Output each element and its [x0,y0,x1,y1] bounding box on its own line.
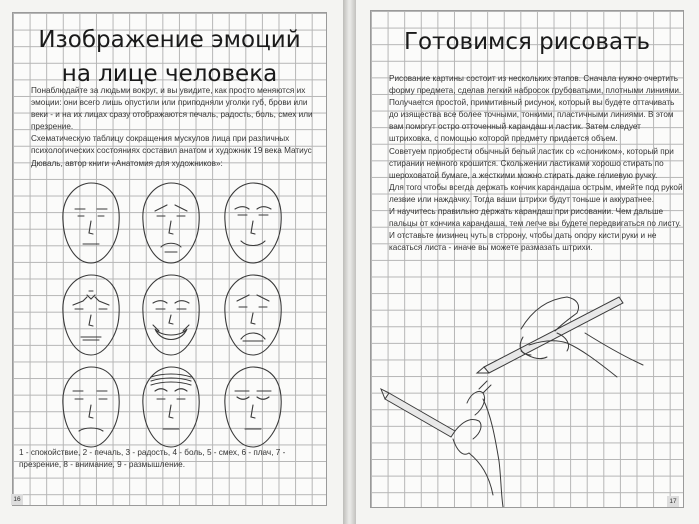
face-pain [63,275,119,355]
face-sadness [143,183,199,263]
face-joy [225,183,281,263]
face-reflection [225,367,281,447]
page-number-left: 16 [11,494,23,505]
left-title-line-2: на лице человека [61,61,278,87]
hands-holding-pencil-illustration [371,281,683,507]
left-paragraph-1: Понаблюдайте за людьми вокруг, и вы увидите, как просто меняются их эмоции: они всего лишь опустили или приподняли уголки губ, брови или веки - и на их лицах сразу отображаются печаль, радость, боль, смех или презрение. [31,86,313,132]
right-paragraph-2: Советуем приобрести обычный белый ластик со «слоником», который при стирании немного крошится. Скольжении ластиками хорошо стирать по шероховатой бумаге, а жесткими можно стирать даже гелиевую ручку. [389,146,674,180]
emotion-faces-diagram [53,181,293,461]
right-paragraph-4: И научитесь правильно держать карандаш при рисовании. Чем дальше пальцы от кончика карандаша, тем легче вы будете передвигаться по листу. И отставьте мизинец чуть в сторону, чтобы дать опору кисти руки и не касаться листа - иначе вы можете размазать штрихи. [389,207,682,253]
face-attention [143,367,199,447]
right-grid-sheet [370,10,684,508]
right-title: Готовимся рисовать [403,29,651,55]
left-paragraph-2: Схематическую таблицу сокращения мускулов лица при различных психологических состояниях составил анатом и художник 19 века Матиус Дюваль, автор книги «Анатомия для художников»: [31,134,312,168]
left-title-line-1: Изображение эмоций [38,27,301,53]
face-laughter [143,275,199,355]
left-body-text [31,85,321,170]
lower-hand-with-pencil [381,381,503,507]
face-crying [225,275,281,355]
faces-caption: 1 - спокойствие, 2 - печаль, 3 - радость, 4 - боль, 5 - смех, 6 - плач, 7 - презрение, 8 - внимание, 9 - размышление. [19,448,286,470]
left-grid-sheet [12,12,327,506]
left-page [0,0,343,524]
right-body-text [389,73,685,254]
book-gutter [343,0,356,524]
page-number-right: 17 [667,496,679,507]
right-paragraph-3: Для того чтобы всегда держать кончик карандаша острым, имейте под рукой лезвие или наждачку. Тогда ваши штрихи будут тоньше и аккуратнее. [389,182,683,204]
right-paragraph-1: Рисование картины состоит из нескольких этапов. Сначала нужно очертить форму предмета, сделав легкий набросок грубоватыми, плотными линиями. Получается простой, примитивный рисунок, который вы будете оттачивать до изящества все более точными, тонкими, пластичными линиями. В этом вам помогут остро отточенный карандаш и ластик. Затем следует штриховка, с помощью которой предмету придается объем. [389,74,682,144]
face-calm [63,183,119,263]
upper-hand-with-pencil [477,297,643,377]
right-page [356,0,699,524]
face-contempt [63,367,119,447]
